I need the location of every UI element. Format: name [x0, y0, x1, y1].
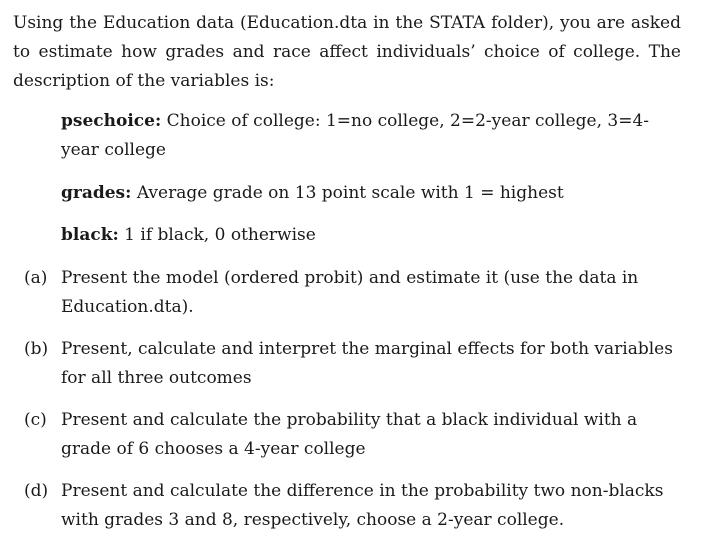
question-text: Present and calculate the probability that a black individual with a grade of 6 chooses a 4-year college [61, 410, 638, 459]
variable-description: Average grade on 13 point scale with 1 = highest [136, 183, 564, 203]
question-b [24, 335, 674, 393]
question-c [24, 406, 674, 464]
question-label: (b) [24, 339, 49, 359]
question-label: (c) [24, 410, 47, 430]
question-label: (a) [24, 268, 48, 288]
question-text: Present and calculate the difference in the probability two non-blacks with grades 3 and 8, respectively, choose a 2-year college. [61, 481, 664, 530]
question-label: (d) [24, 481, 49, 501]
intro-paragraph: Using the Education data (Education.dta in the STATA folder), you are asked to estimate how grades and race affect individuals’ choice of college. The description of the variables is: [13, 13, 681, 91]
variable-psechoice [61, 107, 671, 165]
variable-name: psechoice: [61, 111, 162, 131]
question-text: Present, calculate and interpret the marginal effects for both variables for all three outcomes [61, 339, 673, 388]
question-a [24, 264, 674, 322]
variable-black [61, 221, 671, 250]
variable-name: black: [61, 225, 119, 245]
question-text: Present the model (ordered probit) and estimate it (use the data in Education.dta). [61, 268, 639, 317]
question-d [24, 477, 674, 535]
variable-description: Choice of college: 1=no college, 2=2-year college, 3=4-year college [61, 111, 650, 160]
variable-grades [61, 179, 671, 208]
variable-name: grades: [61, 183, 132, 203]
variable-description: 1 if black, 0 otherwise [124, 225, 316, 245]
